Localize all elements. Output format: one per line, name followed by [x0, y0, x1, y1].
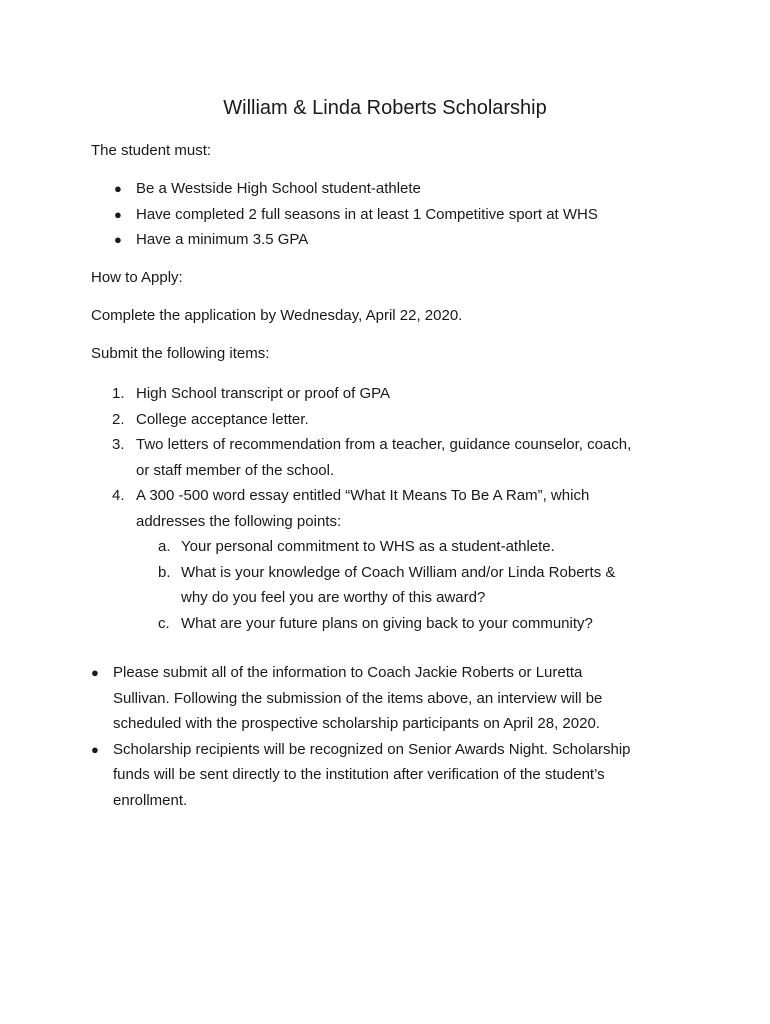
how-to-apply-heading: How to Apply:	[91, 269, 183, 286]
list-item: ● Be a Westside High School student-athlete	[136, 176, 598, 202]
item-number: 1.	[112, 385, 125, 402]
item-letter: b.	[158, 563, 171, 581]
list-item: ● Have a minimum 3.5 GPA	[136, 227, 598, 253]
document-title: William & Linda Roberts Scholarship	[223, 97, 547, 119]
bullet-icon: ●	[114, 206, 122, 222]
list-item: ● Scholarship recipients will be recognized on Senior Awards Night. Scholarship funds will be sent directly to the institution after verification of the student’s enrollment.	[113, 737, 631, 814]
bullet-icon: ●	[91, 741, 99, 757]
submission-items-list	[112, 381, 632, 636]
bullet-icon: ●	[91, 665, 99, 680]
item-letter: c.	[158, 614, 170, 632]
list-item: c. What are your future plans on giving back to your community?	[181, 611, 631, 637]
list-item: a. Your personal commitment to WHS as a student-athlete.	[181, 534, 631, 560]
bullet-icon: ●	[114, 232, 122, 247]
requirements-list	[114, 176, 598, 253]
bullet-icon: ●	[114, 181, 122, 196]
item-letter: a.	[158, 538, 171, 555]
list-item: b. What is your knowledge of Coach William and/or Linda Roberts & why do you feel you are worthy of this award?	[181, 560, 631, 611]
item-number: 3.	[112, 436, 125, 453]
list-item: ● Please submit all of the information to Coach Jackie Roberts or Luretta Sullivan. Following the submission of the items above, an interview will be scheduled with the prospective scholarship participants on April 28, 2020.	[113, 660, 631, 737]
essay-points-list	[136, 534, 631, 636]
submit-heading: Submit the following items:	[91, 345, 270, 362]
list-item: 1. High School transcript or proof of GPA	[136, 381, 631, 407]
list-item: 3. Two letters of recommendation from a teacher, guidance counselor, coach, or staff member of the school.	[136, 432, 631, 483]
notes-list	[91, 660, 631, 813]
list-item: 2. College acceptance letter.	[136, 407, 631, 433]
deadline-text: Complete the application by Wednesday, April 22, 2020.	[91, 307, 463, 324]
list-item: ● Have completed 2 full seasons in at least 1 Competitive sport at WHS	[136, 202, 598, 228]
list-item: 4. A 300 -500 word essay entitled “What It Means To Be A Ram”, which addresses the following points: a. Your personal commitment to WHS as a student-athlete. b. What is your knowledge of Coach William and/or Linda Roberts & why do you feel you are worthy of this award? c. What are your future plans on giving back to your community?	[136, 483, 631, 636]
item-number: 2.	[112, 410, 125, 428]
intro-text: The student must:	[91, 142, 212, 159]
item-number: 4.	[112, 487, 125, 504]
